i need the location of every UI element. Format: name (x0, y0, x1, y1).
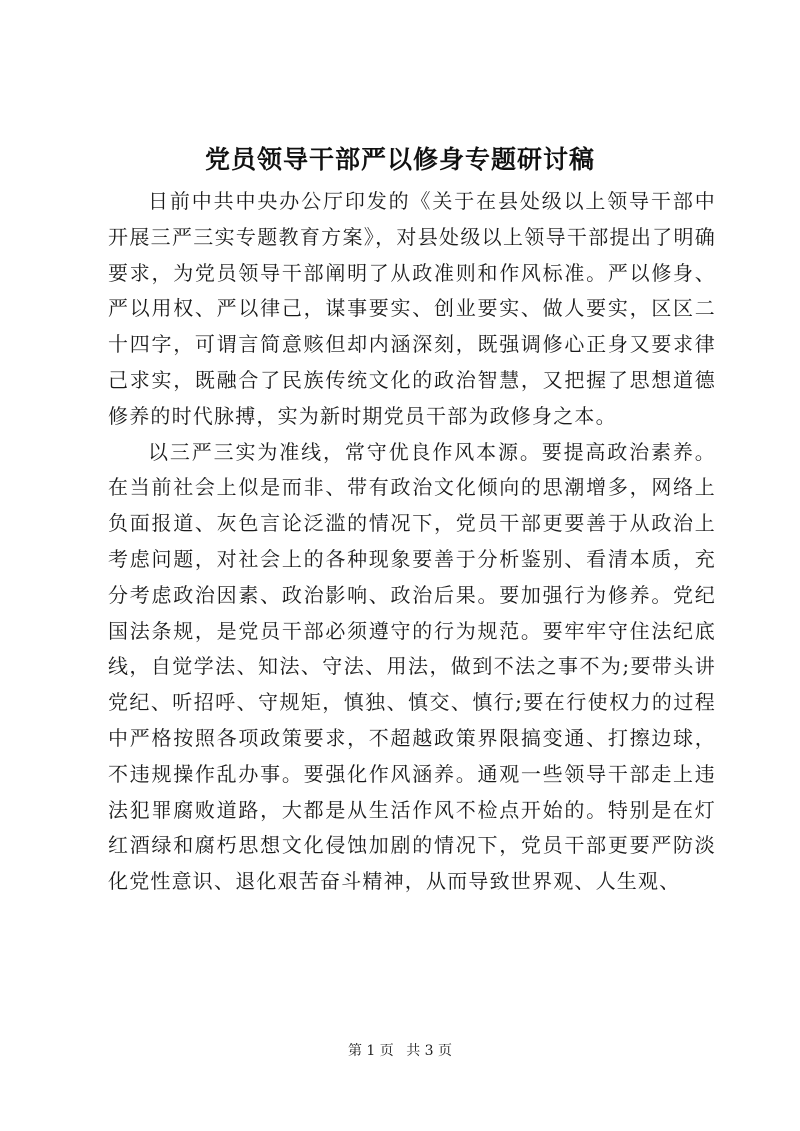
document-body (108, 184, 716, 900)
page-footer (0, 1040, 800, 1060)
paragraph-1: 日前中共中央办公厅印发的《关于在县处级以上领导干部中开展三严三实专题教育方案》，对县处级以上领导干部提出了明确要求，为党员领导干部阐明了从政准则和作风标准。严以修身、严以用权、严以律己，谋事要实、创业要实、做人要实，区区二十四字，可谓言简意赅但却内涵深刻，既强调修心正身又要求律己求实，既融合了民族传统文化的政治智慧，又把握了思想道德修养的时代脉搏，实为新时期党员干部为政修身之本。 (108, 189, 716, 428)
page-number: 第 1 页 (347, 1043, 394, 1059)
document-title: 党员领导干部严以修身专题研讨稿 (204, 145, 595, 174)
page-total: 共 3 页 (406, 1043, 453, 1059)
paragraph-2: 以三严三实为准线，常守优良作风本源。要提高政治素养。在当前社会上似是而非、带有政治文化倾向的思潮增多，网络上负面报道、灰色言论泛滥的情况下，党员干部更要善于从政治上考虑问题，对社会上的各种现象要善于分析鉴别、看清本质，充分考虑政治因素、政治影响、政治后果。要加强行为修养。党纪国法条规，是党员干部必须遵守的行为规范。要牢牢守住法纪底线，自觉学法、知法、守法、用法，做到不法之事不为;要带头讲党纪、听招呼、守规矩，慎独、慎交、慎行;要在行使权力的过程中严格按照各项政策要求，不超越政策界限搞变通、打擦边球，不违规操作乱办事。要强化作风涵养。通观一些领导干部走上违法犯罪腐败道路，大都是从生活作风不检点开始的。特别是在灯红酒绿和腐朽思想文化侵蚀加剧的情况下，党员干部更要严防淡化党性意识、退化艰苦奋斗精神，从而导致世界观、人生观、 (108, 439, 716, 894)
